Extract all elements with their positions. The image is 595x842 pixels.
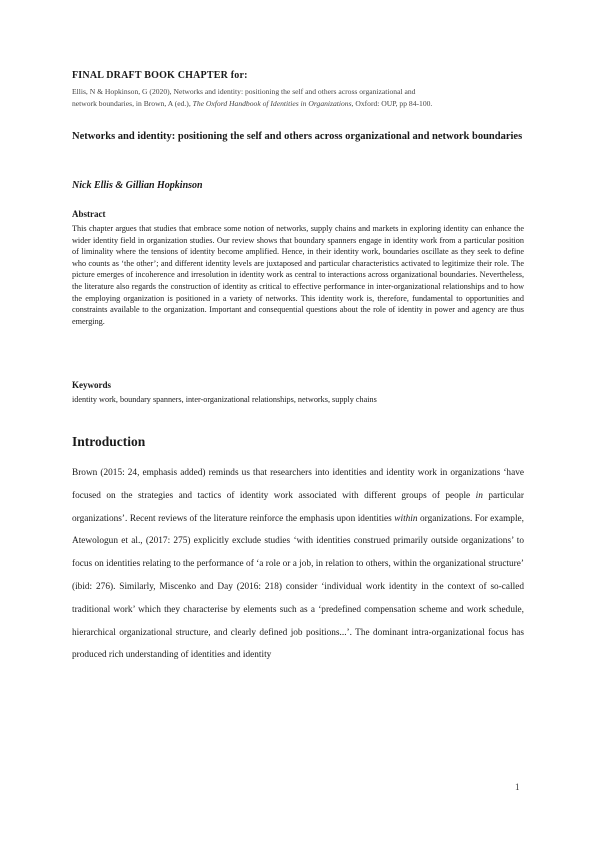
authors: Nick Ellis & Gillian Hopkinson	[72, 180, 203, 191]
introduction-paragraph	[72, 462, 524, 667]
citation-book-title: The Oxford Handbook of Identities in Organizations	[192, 99, 352, 108]
keywords-text: identity work, boundary spanners, inter-organizational relationships, networks, supply chains	[72, 395, 377, 404]
page-number: 1	[515, 782, 520, 792]
introduction-heading: Introduction	[72, 434, 146, 449]
intro-emphasis-in: in	[475, 490, 483, 501]
chapter-title: Networks and identity: positioning the self and others across organizational and network boundaries	[72, 131, 523, 142]
citation-line2-end: , Oxford: OUP, pp 84-100.	[351, 99, 433, 108]
citation	[72, 86, 524, 110]
abstract-text: This chapter argues that studies that embrace some notion of networks, supply chains and markets in exploring identity can enhance the wider identity field in organization studies. Our review shows that boundary spanners engage in identity work from a particular position of liminality where the tensions of identity become amplified. Hence, in their identity work, boundaries oscillate as they seek to define who counts as ‘the other’; and different identity levels are juxtaposed and particular characteristics activated to legitimize their role. The picture emerges of incoherence and irresolution in identity work as central to interactions across organizational boundaries. Nevertheless, the literature also regards the construction of identity as critical to effective performance in inter-organizational relationships and to how the employing organization is positioned in a variety of networks. This identity work is, therefore, fundamental to opportunities and constraints available to the organization. Important and consequential questions about the role of identity in power and agency are thus emerging.	[72, 224, 524, 326]
intro-text-part2: particular organizations’. Recent reviews of the literature reinforce the emphasis upon identities	[72, 490, 524, 524]
abstract-heading: Abstract	[72, 209, 106, 219]
intro-text-part1: Brown (2015: 24, emphasis added) reminds us that researchers into identities and identity work in organizations ‘have focused on the strategies and tactics of identity work associated with different groups of people	[72, 468, 524, 501]
citation-line1: Ellis, N & Hopkinson, G (2020), Networks and identity: positioning the self and others across organizational and	[72, 87, 416, 96]
intro-emphasis-within: within	[394, 513, 418, 524]
intro-text-part3: organizations. For example, Atewologun et al., (2017: 275) explicitly exclude studies ‘with identities construed primarily outside organizations’ to focus on identities relating to the performance of ‘a role or a job, in relation to others, within the organizational structure’ (ibid: 276). Similarly, Miscenko and Day (2016: 218) consider ‘individual work identity in the context of so-called traditional work’ which they characterise by elements such as a ‘predefined compensation scheme and work schedule, hierarchical organizational structure, and clearly defined job positions...’. The dominant intra-organizational focus has produced rich understanding of identities and identity	[72, 513, 524, 661]
citation-line2-start: network boundaries, in Brown, A (ed.),	[72, 99, 193, 108]
draft-heading: FINAL DRAFT BOOK CHAPTER for:	[72, 70, 248, 81]
keywords-heading: Keywords	[72, 380, 111, 390]
